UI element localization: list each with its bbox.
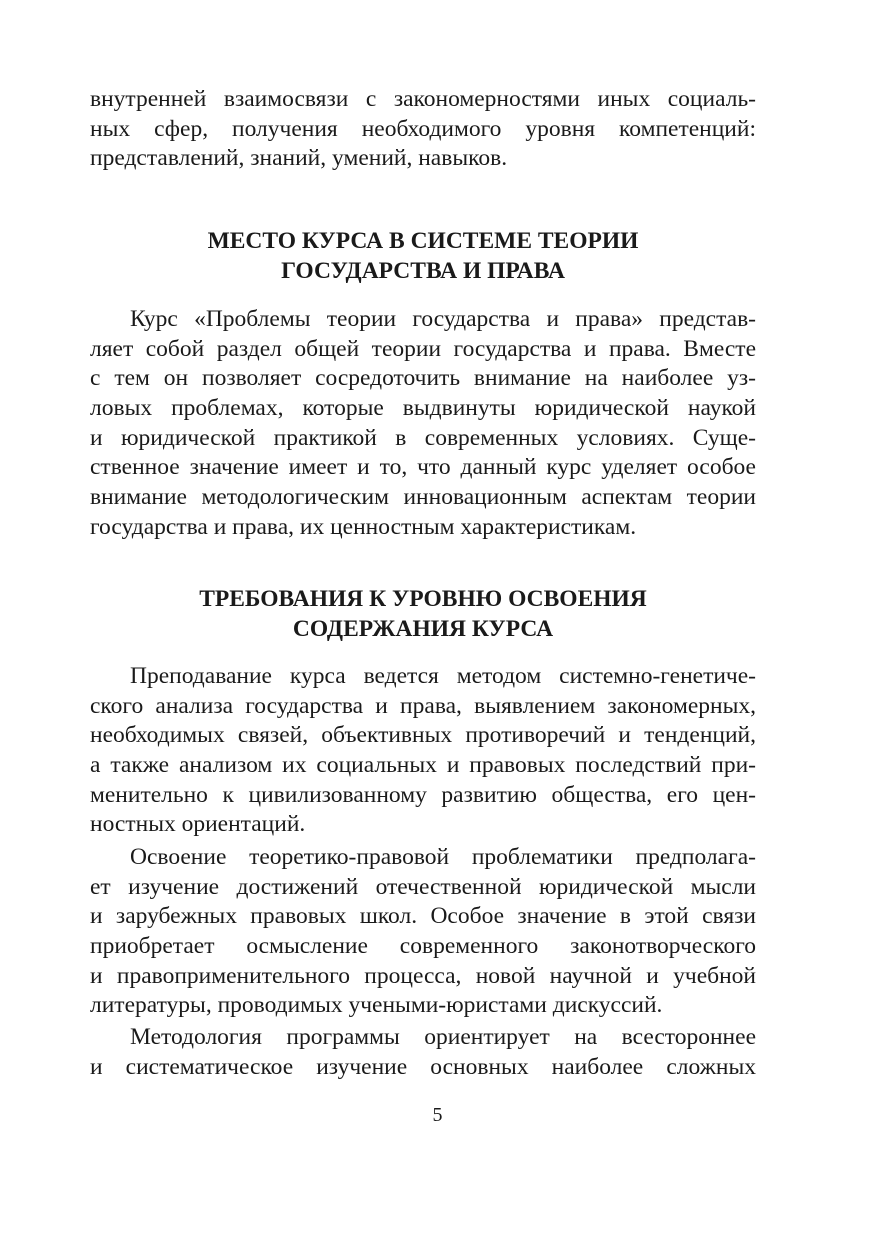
text-line: и зарубежных правовых школ. Особое значение в этой связи: [90, 903, 756, 930]
section-heading-requirements: [90, 585, 756, 644]
text-line: приобретает осмысление современного законотворческого: [90, 933, 756, 960]
text-line: государства и права, их ценностным характеристикам.: [90, 513, 637, 540]
text-line: и систематическое изучение основных наиболее сложных: [90, 1053, 756, 1080]
text-line: литературы, проводимых учеными-юристами дискуссий.: [90, 992, 663, 1019]
text-line: и юридической практикой в современных условиях. Суще-: [90, 424, 756, 451]
paragraph-continuation: [90, 85, 756, 174]
text-line: Преподавание курса ведется методом системно-генетиче-: [130, 663, 756, 689]
text-line: ственное значение имеет и то, что данный курс уделяет особое: [90, 454, 756, 481]
text-line: ского анализа государства и права, выявлением закономерных,: [90, 692, 756, 719]
text-line: внутренней взаимосвязи с закономерностями иных социаль-: [90, 86, 756, 112]
text-line: Освоение теоретико-правовой проблематики предполага-: [130, 844, 756, 870]
page-number: 5: [432, 1104, 443, 1126]
heading-line: ТРЕБОВАНИЯ К УРОВНЮ ОСВОЕНИЯ: [199, 586, 647, 612]
section-heading-course-place: [90, 227, 756, 286]
text-line: а также анализом их социальных и правовых последствий при-: [90, 752, 756, 779]
text-line: с тем он позволяет сосредоточить внимание на наиболее уз-: [90, 365, 756, 392]
text-line: представлений, знаний, умений, навыков.: [90, 145, 508, 172]
paragraph-teaching-method: [90, 662, 756, 840]
text-line: и правоприменительного процесса, новой научной и учебной: [90, 962, 756, 989]
heading-line: МЕСТО КУРСА В СИСТЕМЕ ТЕОРИИ: [207, 228, 639, 254]
text-line: внимание методологическим инновационным аспектам теории: [90, 484, 756, 511]
text-line: Курс «Проблемы теории государства и права» представ-: [130, 306, 756, 332]
text-line: необходимых связей, объективных противоречий и тенденций,: [90, 722, 756, 749]
paragraph-mastering-issues: [90, 843, 756, 1021]
paragraph-course-place: [90, 305, 756, 543]
text-line: ловых проблемах, которые выдвинуты юридической наукой: [90, 395, 756, 422]
paragraph-methodology: [90, 1023, 756, 1082]
heading-line: СОДЕРЖАНИЯ КУРСА: [292, 615, 554, 642]
text-line: ных сфер, получения необходимого уровня компетенций:: [90, 115, 756, 142]
text-line: менительно к цивилизованному развитию общества, его цен-: [90, 781, 756, 808]
heading-line: ГОСУДАРСТВА И ПРАВА: [281, 257, 565, 284]
text-line: ностных ориентаций.: [90, 811, 306, 838]
text-line: ляет собой раздел общей теории государства и права. Вместе: [90, 335, 756, 362]
text-line: Методология программы ориентирует на всестороннее: [130, 1024, 756, 1050]
text-line: ет изучение достижений отечественной юридической мысли: [90, 873, 756, 900]
